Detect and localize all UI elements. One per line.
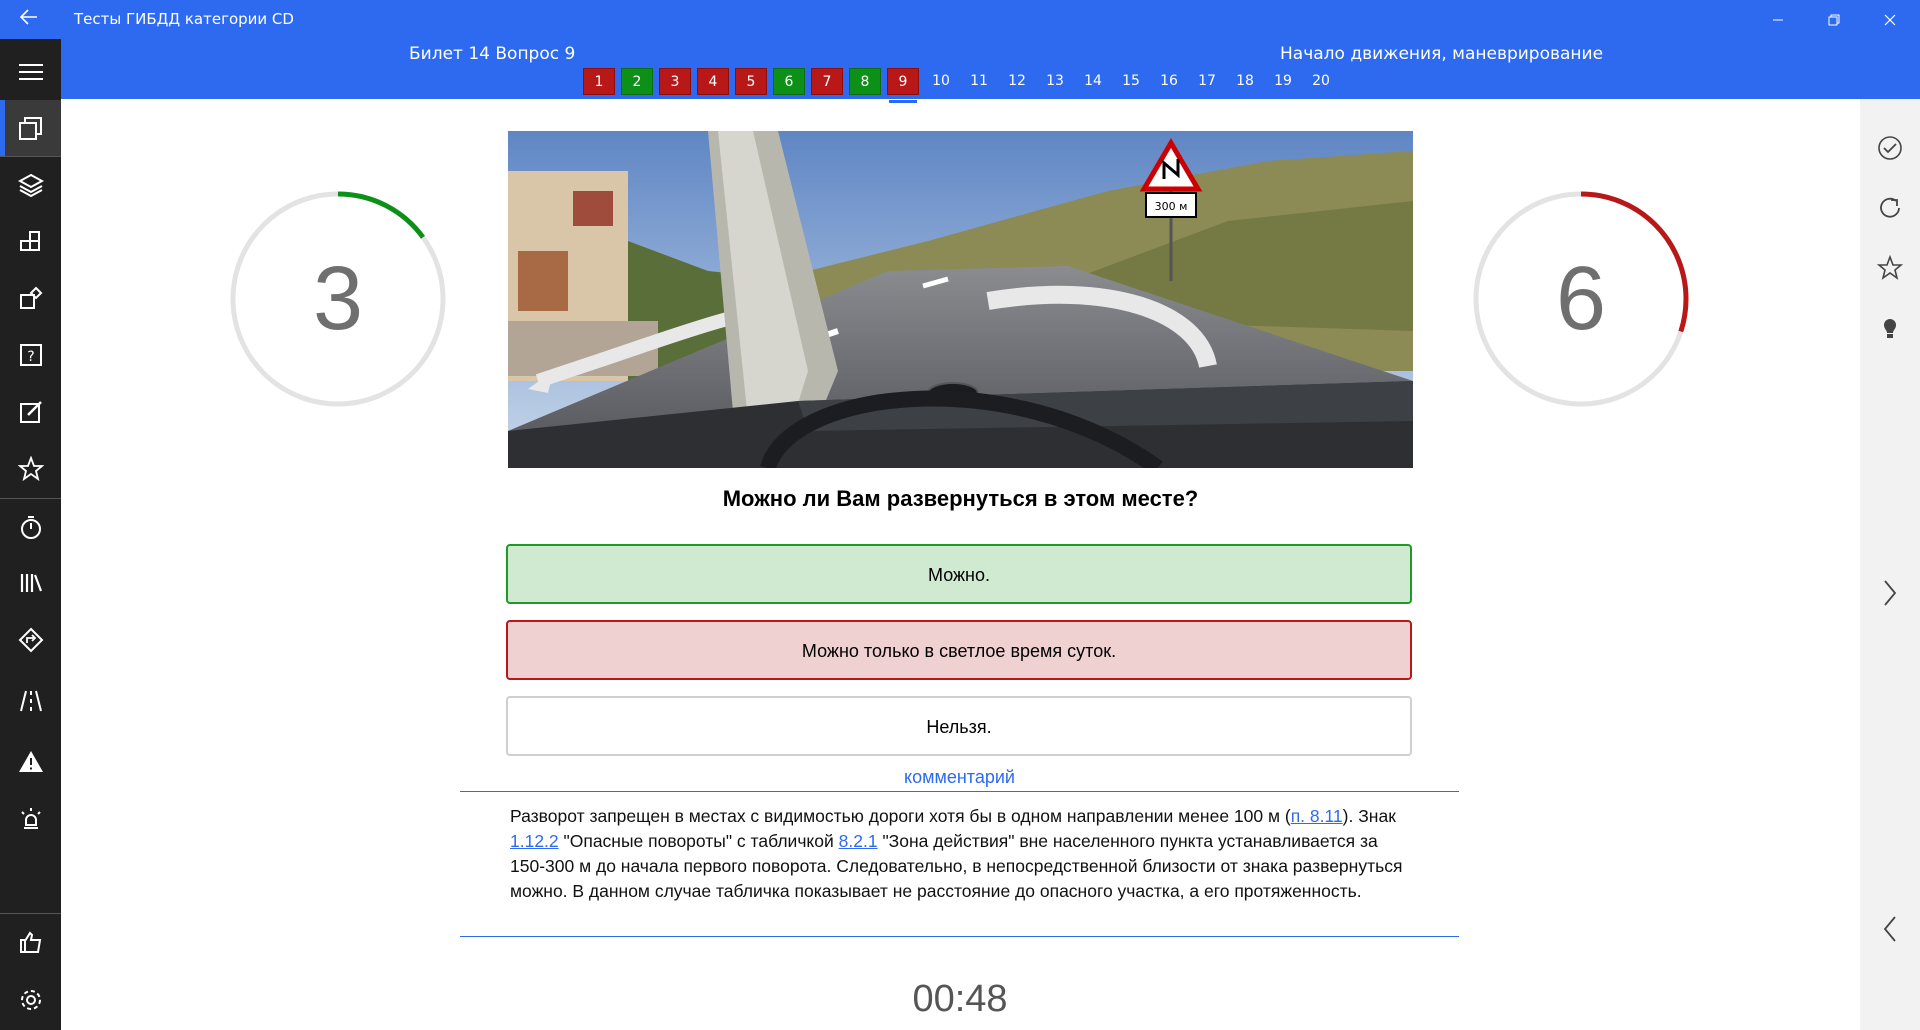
question-nav-9[interactable]: 9 xyxy=(887,68,919,95)
settings-icon[interactable] xyxy=(0,972,61,1028)
sign-link-8-2-1[interactable]: 8.2.1 xyxy=(838,831,878,851)
sign-link-1-12-2[interactable]: 1.12.2 xyxy=(510,831,559,851)
warning-icon[interactable] xyxy=(0,734,61,790)
question-nav-16[interactable]: 16 xyxy=(1160,73,1178,89)
question-nav-2[interactable]: 2 xyxy=(621,68,653,95)
library-icon[interactable] xyxy=(0,555,61,611)
question-text: Можно ли Вам развернуться в этом месте? xyxy=(722,486,1199,511)
question-nav-19[interactable]: 19 xyxy=(1274,73,1292,89)
answer-option-3[interactable]: Нельзя. xyxy=(506,696,1412,756)
ticket-label: Билет 14 Вопрос 9 xyxy=(409,44,576,64)
question-nav-20[interactable]: 20 xyxy=(1312,73,1330,89)
question-nav-3[interactable]: 3 xyxy=(659,68,691,95)
stopwatch-icon[interactable] xyxy=(0,499,61,555)
check-circle-icon[interactable] xyxy=(1860,123,1920,173)
question-navigator xyxy=(583,68,1337,95)
blocks-icon[interactable] xyxy=(0,213,61,269)
question-nav-4[interactable]: 4 xyxy=(697,68,729,95)
comment-part: "Зона действия" вне населенного пункта устанавливается за 150-300 м до начала первого поворота. Следовательно, в непосредственной близости от знака развернуться можно. В данном случае табличка показывает не расстояние до опасного участка, а его протяженность. xyxy=(510,831,1403,901)
tickets-icon[interactable] xyxy=(0,100,61,156)
question-nav-17[interactable]: 17 xyxy=(1198,73,1216,89)
chevron-left-icon[interactable] xyxy=(1860,904,1920,954)
refresh-icon[interactable] xyxy=(1860,183,1920,233)
comment-part: "Опасные повороты" с табличкой xyxy=(558,831,839,851)
menu-icon[interactable] xyxy=(0,44,61,100)
comment-part: Разворот запрещен в местах с видимостью дороги хотя бы в одном направлении менее 100 м ( xyxy=(510,806,1291,826)
shapes-icon[interactable] xyxy=(0,270,61,326)
answer-option-1[interactable]: Можно. xyxy=(506,544,1412,604)
question-nav-11[interactable]: 11 xyxy=(970,73,988,89)
question-nav-6[interactable]: 6 xyxy=(773,68,805,95)
comment-top-divider xyxy=(460,791,1459,792)
question-nav-13[interactable]: 13 xyxy=(1046,73,1064,89)
road-sign-icon[interactable] xyxy=(0,612,61,668)
lightbulb-icon[interactable] xyxy=(0,791,61,847)
svg-text:?: ? xyxy=(26,349,35,365)
comment-bottom-divider xyxy=(460,936,1459,937)
hint-lamp-icon[interactable] xyxy=(1860,303,1920,353)
question-nav-15[interactable]: 15 xyxy=(1122,73,1140,89)
road-icon[interactable] xyxy=(0,673,61,729)
sign-plate-text: 300 м xyxy=(1154,200,1188,213)
comment-part: ). Знак xyxy=(1342,806,1396,826)
question-nav-10[interactable]: 10 xyxy=(932,73,950,89)
answer-option-2[interactable]: Можно только в светлое время суток. xyxy=(506,620,1412,680)
question-illustration xyxy=(508,131,1413,468)
question-nav-18[interactable]: 18 xyxy=(1236,73,1254,89)
minimize-button[interactable] xyxy=(1750,0,1806,39)
timer: 00:48 xyxy=(912,978,1008,1020)
comment-text xyxy=(510,804,1410,904)
correct-score-circle xyxy=(228,189,448,409)
comment-link[interactable]: комментарий xyxy=(904,767,1015,787)
edit-icon[interactable] xyxy=(0,384,61,440)
question-nav-8[interactable]: 8 xyxy=(849,68,881,95)
question-box-icon[interactable] xyxy=(0,327,61,383)
rule-link-8-11[interactable]: п. 8.11 xyxy=(1290,806,1343,826)
layers-icon[interactable] xyxy=(0,157,61,213)
title-bar xyxy=(0,0,1920,39)
wrong-count: 6 xyxy=(1555,249,1607,349)
right-sidebar xyxy=(1860,99,1920,1030)
star-icon[interactable] xyxy=(0,441,61,497)
restore-button[interactable] xyxy=(1806,0,1862,39)
app-title: Тесты ГИБДД категории CD xyxy=(74,10,294,28)
left-sidebar xyxy=(0,39,61,1030)
topic-label: Начало движения, маневрирование xyxy=(1280,44,1604,64)
question-nav-14[interactable]: 14 xyxy=(1084,73,1102,89)
thumbs-up-icon[interactable] xyxy=(0,914,61,970)
question-nav-12[interactable]: 12 xyxy=(1008,73,1026,89)
question-nav-1[interactable]: 1 xyxy=(583,68,615,95)
correct-count: 3 xyxy=(312,249,364,349)
wrong-score-circle xyxy=(1471,189,1691,409)
back-arrow-icon[interactable] xyxy=(14,4,44,34)
question-nav-7[interactable]: 7 xyxy=(811,68,843,95)
star-outline-icon[interactable] xyxy=(1860,243,1920,293)
close-button[interactable] xyxy=(1862,0,1918,39)
question-nav-5[interactable]: 5 xyxy=(735,68,767,95)
question-header xyxy=(61,39,1920,99)
chevron-right-icon[interactable] xyxy=(1860,568,1920,618)
